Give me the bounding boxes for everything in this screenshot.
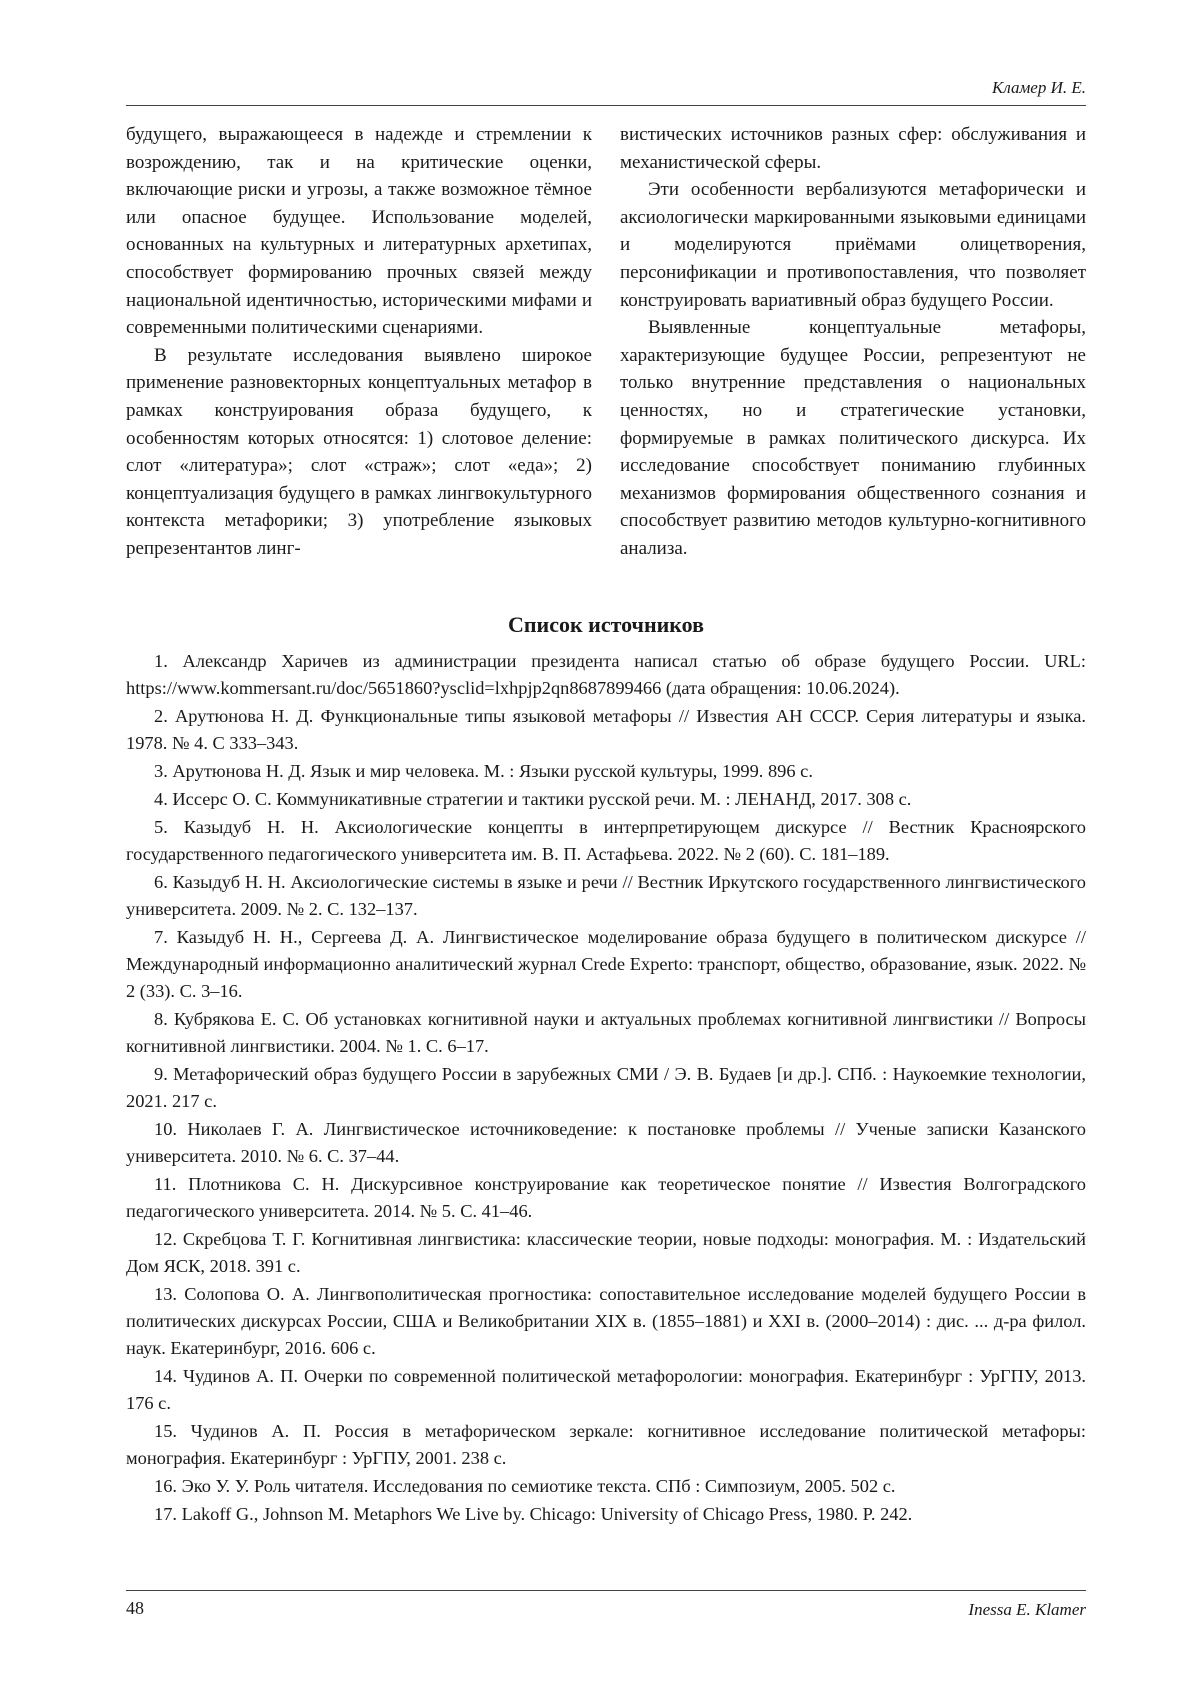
footer-author: Inessa E. Klamer bbox=[968, 1600, 1086, 1619]
reference-item: 6. Казыдуб Н. Н. Аксиологические системы в языке и речи // Вестник Иркутского государственного лингвистического университета. 2009. № 2. С. 132–137. bbox=[126, 872, 1086, 919]
references-title: Список источников bbox=[507, 612, 705, 637]
reference-item: 2. Арутюнова Н. Д. Функциональные типы языковой метафоры // Известия АН СССР. Серия литературы и языка. 1978. № 4. С 333–343. bbox=[126, 706, 1086, 753]
right-column bbox=[620, 121, 1086, 563]
reference-item: 4. Иссерс О. С. Коммуникативные стратегии и тактики русской речи. М. : ЛЕНАНД, 2017. 308 с. bbox=[154, 789, 912, 809]
footer-rule bbox=[126, 1590, 1086, 1591]
left-paragraph-1: будущего, выражающееся в надежде и стремлении к возрождению, так и на критические оценки, включающие риски и угрозы, а также возможное тёмное или опасное будущее. Использование моделей, основанных на культурных и литературных архетипах, способствует формированию прочных связей между национальной идентичностью, историческими мифами и современными политическими сценариями. bbox=[126, 124, 592, 339]
reference-list bbox=[126, 648, 1086, 1529]
reference-item: 10. Николаев Г. А. Лингвистическое источниковедение: к постановке проблемы // Ученые записки Казанского университета. 2010. № 6. С. 37–44. bbox=[126, 1119, 1086, 1166]
reference-item: 8. Кубрякова Е. С. Об установках когнитивной науки и актуальных проблемах когнитивной лингвистики // Вопросы когнитивной лингвистики. 2004. № 1. С. 6–17. bbox=[126, 1009, 1086, 1056]
reference-item: 9. Метафорический образ будущего России в зарубежных СМИ / Э. В. Будаев [и др.]. СПб. : Наукоемкие технологии, 2021. 217 с. bbox=[126, 1064, 1086, 1111]
reference-item: 17. Lakoff G., Johnson M. Metaphors We Live by. Chicago: University of Chicago Press, 1980. P. 242. bbox=[154, 1504, 913, 1524]
reference-item: 14. Чудинов А. П. Очерки по современной политической метафорологии: монография. Екатеринбург : УрГПУ, 2013. 176 с. bbox=[126, 1366, 1086, 1413]
reference-item: 5. Казыдуб Н. Н. Аксиологические концепты в интерпретирующем дискурсе // Вестник Красноярского государственного педагогического университета им. В. П. Астафьева. 2022. № 2 (60). С. 181–189. bbox=[126, 817, 1086, 864]
reference-item: 7. Казыдуб Н. Н., Сергеева Д. А. Лингвистическое моделирование образа будущего в политическом дискурсе // Международный информационно аналитический журнал Crede Experto: транспорт, общество, образование, язык. 2022. № 2 (33). С. 3–16. bbox=[126, 927, 1086, 1001]
reference-item: 15. Чудинов А. П. Россия в метафорическом зеркале: когнитивное исследование политической метафоры: монография. Екатеринбург : УрГПУ, 2001. 238 с. bbox=[126, 1421, 1086, 1468]
page-number: 48 bbox=[126, 1598, 144, 1618]
left-paragraph-2: В результате исследования выявлено широкое применение разновекторных концептуальных метафор в рамках конструирования образа будущего, к особенностям которых относятся: 1) слотовое деление: слот «литература»; слот «страж»; слот «еда»; 2) концептуализация будущего в рамках лингвокультурного контекста метафорики; 3) употребление языковых репрезентантов линг- bbox=[126, 344, 592, 559]
reference-item: 12. Скребцова Т. Г. Когнитивная лингвистика: классические теории, новые подходы: монография. М. : Издательский Дом ЯСК, 2018. 391 с. bbox=[126, 1229, 1086, 1276]
right-paragraph-2: Эти особенности вербализуются метафорически и аксиологически маркированными языковыми единицами и моделируются приёмами олицетворения, персонификации и противопоставления, что позволяет конструировать вариативный образ будущего России. bbox=[620, 179, 1086, 311]
header-rule bbox=[126, 105, 1086, 106]
right-paragraph-3: Выявленные концептуальные метафоры, характеризующие будущее России, репрезентуют не только внутренние представления о национальных ценностях, но и стратегические установки, формируемые в рамках политического дискурса. Их исследование способствует пониманию глубинных механизмов формирования общественного сознания и способствует развитию методов культурно-когнитивного анализа. bbox=[620, 317, 1086, 559]
reference-item: 13. Солопова О. А. Лингвополитическая прогностика: сопоставительное исследование моделей будущего России в политических дискурсах России, США и Великобритании XIX в. (1855–1881) и XXI в. (2000–2014) : дис. ... д-ра филол. наук. Екатеринбург, 2016. 606 с. bbox=[126, 1284, 1086, 1358]
running-head-author: Кламер И. Е. bbox=[992, 78, 1086, 97]
right-paragraph-1: вистических источников разных сфер: обслуживания и механистической сферы. bbox=[620, 124, 1086, 173]
reference-item: 3. Арутюнова Н. Д. Язык и мир человека. М. : Языки русской культуры, 1999. 896 с. bbox=[154, 761, 813, 781]
reference-item: 11. Плотникова С. Н. Дискурсивное конструирование как теоретическое понятие // Известия Волгоградского педагогического университета. 2014. № 5. С. 41–46. bbox=[126, 1174, 1086, 1221]
reference-item: 16. Эко У. У. Роль читателя. Исследования по семиотике текста. СПб : Симпозиум, 2005. 502 с. bbox=[154, 1476, 896, 1496]
reference-item: 1. Александр Харичев из администрации президента написал статью об образе будущего России. URL: https://www.kommersant.ru/doc/5651860?ysclid=lxhpjp2qn8687899466 (дата обращения: 10.06.2024). bbox=[126, 651, 1086, 698]
left-column bbox=[126, 121, 592, 563]
